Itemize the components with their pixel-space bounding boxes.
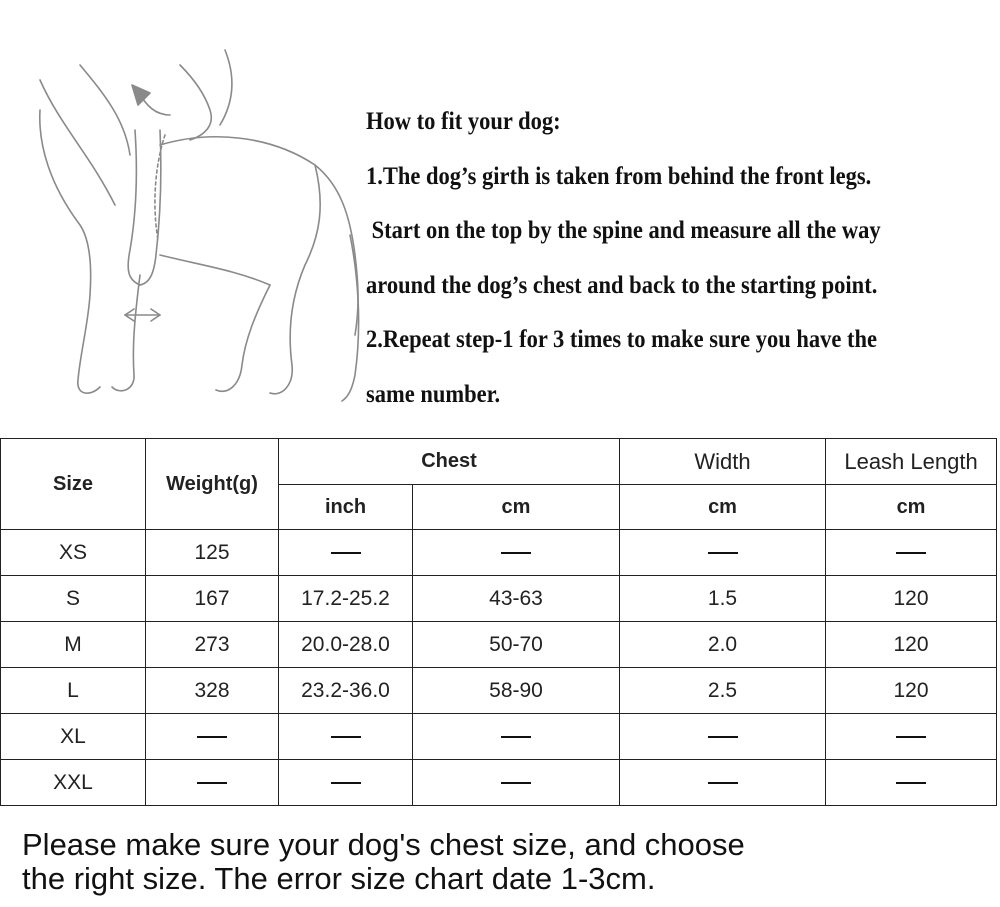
cell-width: 1.5 [620, 576, 826, 622]
instructions-line-1: 1.The dog’s girth is taken from behind the front legs. [366, 162, 872, 190]
cell-size: XL [1, 714, 146, 760]
subheader-chest-cm: cm [413, 485, 620, 530]
size-chart-table [0, 438, 997, 806]
dash-icon [896, 552, 926, 554]
cell-inch: 23.2-36.0 [279, 668, 413, 714]
cell-inch [279, 760, 413, 806]
cell-size: M [1, 622, 146, 668]
dash-icon [197, 782, 227, 784]
cell-width: 2.5 [620, 668, 826, 714]
cell-weight [146, 714, 279, 760]
subheader-leash-cm: cm [826, 485, 997, 530]
dash-icon [501, 782, 531, 784]
dog-measuring-illustration [20, 35, 365, 410]
dash-icon [501, 736, 531, 738]
cell-inch [279, 714, 413, 760]
dash-icon [197, 736, 227, 738]
table-row [1, 760, 997, 806]
cell-width: 2.0 [620, 622, 826, 668]
cell-cm [413, 760, 620, 806]
table-row [1, 714, 997, 760]
instructions-line-2: Start on the top by the spine and measure all the way [366, 217, 881, 244]
cell-leash: 120 [826, 622, 997, 668]
dash-icon [708, 552, 738, 554]
cell-inch: 20.0-28.0 [279, 622, 413, 668]
dash-icon [896, 736, 926, 738]
dash-icon [501, 552, 531, 554]
dash-icon [331, 736, 361, 738]
cell-leash: 120 [826, 576, 997, 622]
table-row [1, 530, 997, 576]
cell-leash [826, 714, 997, 760]
table-body [1, 530, 997, 806]
cell-cm [413, 530, 620, 576]
cell-cm: 50-70 [413, 622, 620, 668]
dash-icon [331, 782, 361, 784]
size-note [22, 828, 922, 896]
header-width: Width [620, 439, 826, 485]
size-note-line-2: the right size. The error size chart date 1-3cm. [22, 861, 656, 896]
dog-sketch-icon [20, 35, 365, 410]
size-note-line-1: Please make sure your dog's chest size, and choose [22, 827, 745, 862]
cell-inch [279, 530, 413, 576]
cell-width [620, 760, 826, 806]
cell-leash [826, 760, 997, 806]
dash-icon [708, 782, 738, 784]
cell-inch: 17.2-25.2 [279, 576, 413, 622]
fit-instructions [366, 100, 996, 427]
cell-leash: 120 [826, 668, 997, 714]
header-weight: Weight(g) [146, 439, 279, 530]
cell-size: XS [1, 530, 146, 576]
dash-icon [331, 552, 361, 554]
cell-size: L [1, 668, 146, 714]
header-size: Size [1, 439, 146, 530]
cell-leash [826, 530, 997, 576]
cell-weight: 167 [146, 576, 279, 622]
cell-cm [413, 714, 620, 760]
dash-icon [896, 782, 926, 784]
cell-weight: 125 [146, 530, 279, 576]
instructions-line-3: around the dog’s chest and back to the starting point. [366, 271, 878, 299]
instructions-line-4: 2.Repeat step-1 for 3 times to make sure you have the [366, 326, 877, 353]
table-row [1, 622, 997, 668]
instructions-line-5: same number. [366, 380, 501, 408]
cell-cm: 58-90 [413, 668, 620, 714]
subheader-chest-inch: inch [279, 485, 413, 530]
header-chest: Chest [279, 439, 620, 485]
subheader-width-cm: cm [620, 485, 826, 530]
cell-weight: 273 [146, 622, 279, 668]
cell-weight [146, 760, 279, 806]
table-header-row [1, 439, 997, 485]
header-leash-length: Leash Length [826, 439, 997, 485]
cell-width [620, 714, 826, 760]
cell-cm: 43-63 [413, 576, 620, 622]
table-row [1, 668, 997, 714]
cell-weight: 328 [146, 668, 279, 714]
dash-icon [708, 736, 738, 738]
cell-size: XXL [1, 760, 146, 806]
table-row [1, 576, 997, 622]
cell-width [620, 530, 826, 576]
instructions-title: How to fit your dog: [366, 108, 561, 135]
cell-size: S [1, 576, 146, 622]
